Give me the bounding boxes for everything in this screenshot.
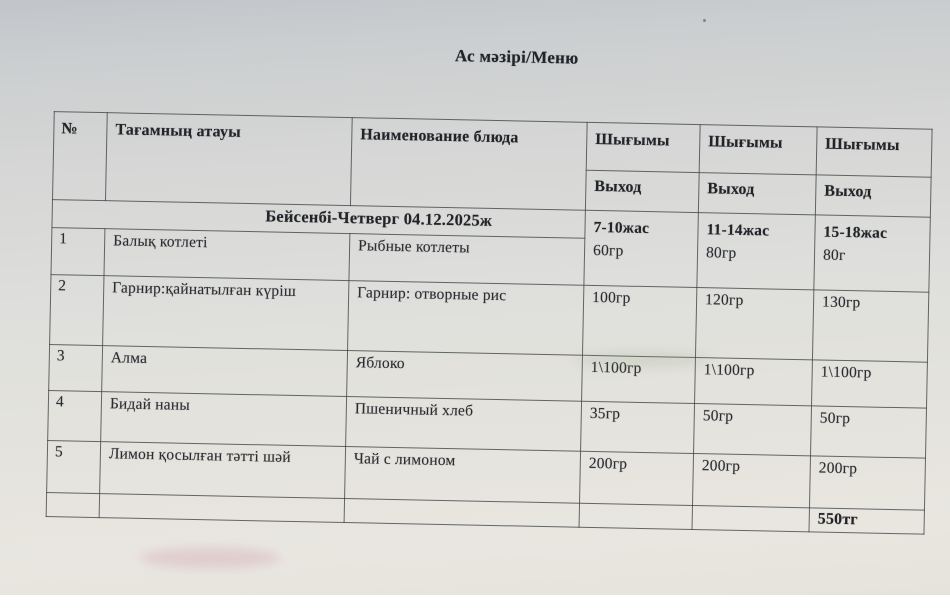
col-header-name-kk: Тағамның атауы — [105, 113, 352, 206]
dish-name-kk-cell: Балық котлеті — [104, 229, 350, 281]
dish-name-ru-cell: Рыбные котлеты — [349, 234, 585, 286]
dust-speck-artifact — [703, 19, 706, 22]
age-group-cell — [584, 210, 698, 287]
dish-name-kk-cell: Алма — [102, 346, 348, 397]
dish-name-kk-cell: Гарнир:қайнатылған күріш — [103, 276, 349, 351]
age-group-label: 15-18жас — [823, 223, 888, 242]
total-cell: 550тг — [809, 508, 924, 534]
empty-cell — [99, 494, 344, 523]
dish-name-ru-cell: Чай с лимоном — [345, 447, 581, 504]
age-group-cell — [697, 213, 815, 290]
row-number-cell: 3 — [49, 345, 103, 392]
age-group-label: 11-14жас — [706, 221, 770, 240]
output-header-kk: Шығымы — [816, 127, 932, 177]
dish-name-ru-cell: Яблоко — [347, 351, 583, 402]
menu-table — [46, 111, 933, 535]
dish-name-kk-cell: Лимон қосылған тәтті шәй — [100, 442, 346, 499]
dish-name-ru-cell: Пшеничный хлеб — [346, 397, 582, 452]
empty-cell — [692, 506, 809, 532]
output-header-ru: Выход — [698, 173, 816, 215]
document-title: Ас мәзірі/Меню — [454, 46, 579, 68]
portion-value-cell: 50гр — [694, 404, 812, 456]
portion-value-cell: 200гр — [692, 454, 810, 508]
row-number-cell: 5 — [47, 441, 101, 494]
portion-value-cell: 130гр — [812, 290, 928, 362]
portion-value-cell: 35гр — [581, 401, 695, 453]
portion-value-cell: 1\100гр — [695, 358, 813, 406]
dish-name-ru-cell: Гарнир: отворные рис — [348, 281, 584, 356]
portion-value-cell: 120гр — [695, 288, 813, 360]
portion-value-cell: 1\100гр — [582, 355, 696, 403]
dish-name-kk-cell: Бидай наны — [101, 392, 347, 447]
col-header-num: № — [53, 112, 108, 201]
portion-value: 80г — [822, 246, 846, 265]
row-number-cell: 4 — [48, 391, 102, 442]
row-number-cell: 2 — [50, 275, 104, 346]
output-header-kk: Шығымы — [586, 122, 700, 172]
age-group-label: 7-10жас — [593, 218, 650, 238]
empty-cell — [344, 499, 579, 528]
col-header-name-ru: Наименование блюда — [350, 118, 587, 211]
portion-value-cell: 200гр — [580, 451, 694, 505]
portion-value-cell: 1\100гр — [812, 360, 928, 408]
portion-value-cell: 100гр — [582, 285, 696, 357]
day-header-cell: Бейсенбі-Четверг 04.12.2025ж — [52, 200, 585, 239]
portion-value-cell: 200гр — [809, 456, 925, 510]
output-header-ru: Выход — [815, 175, 931, 217]
row-number-cell: 1 — [51, 228, 105, 276]
header-row-1 — [53, 112, 932, 178]
output-header-ru: Выход — [585, 170, 699, 212]
age-group-cell — [814, 215, 930, 292]
empty-cell — [579, 503, 692, 529]
portion-value-cell: 50гр — [811, 406, 927, 458]
portion-value: 60гр — [592, 241, 624, 260]
empty-cell — [46, 493, 99, 518]
output-header-kk: Шығымы — [699, 125, 817, 175]
portion-value: 80гр — [705, 244, 737, 262]
